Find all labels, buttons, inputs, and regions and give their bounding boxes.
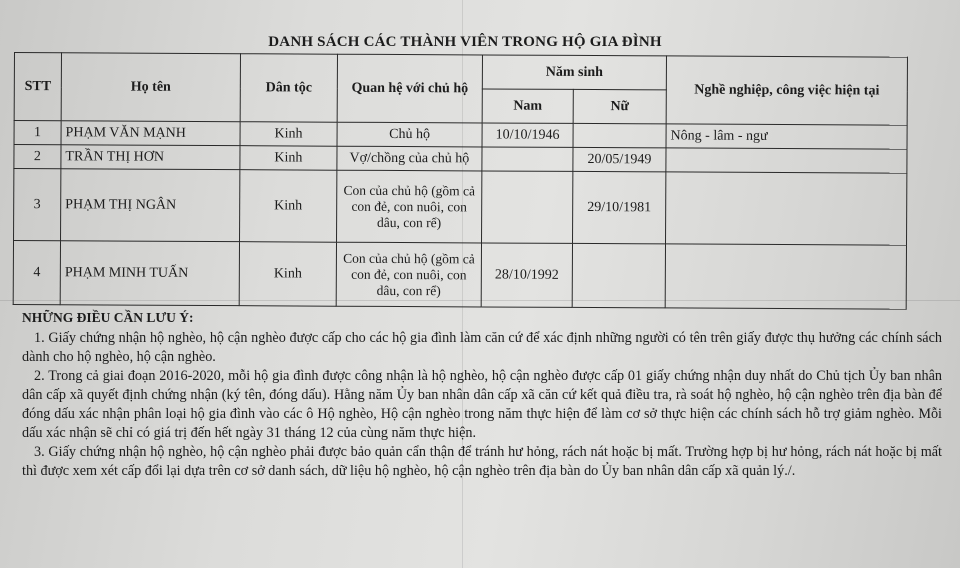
note-item: 1. Giấy chứng nhận hộ nghèo, hộ cận nghèo được cấp cho các hộ gia đình làm căn cứ để xác định những người có tên trên giấy được thụ hưởng các chính sách dành cho hộ nghèo, hộ cận nghèo. (22, 330, 942, 365)
cell-ethnicity: Kinh (239, 242, 336, 307)
cell-stt: 4 (13, 241, 60, 305)
cell-occupation (666, 148, 907, 173)
cell-male-birth: 28/10/1992 (481, 243, 572, 307)
members-table (13, 52, 908, 310)
cell-stt: 3 (14, 169, 61, 241)
cell-female-birth: 29/10/1981 (573, 171, 666, 243)
header-name: Họ tên (61, 53, 240, 122)
cell-ethnicity: Kinh (240, 122, 337, 147)
cell-relation: Con của chủ hộ (gồm cả con đẻ, con nuôi, con dâu, con rể) (337, 170, 482, 243)
cell-occupation (666, 172, 907, 245)
cell-ethnicity: Kinh (240, 170, 337, 243)
notes-heading: NHỮNG ĐIỀU CẦN LƯU Ý: (22, 310, 194, 325)
table-row (14, 169, 907, 246)
cell-female-birth (573, 123, 666, 147)
cell-name: PHẠM MINH TUẤN (60, 241, 239, 306)
cell-relation: Vợ/chồng của chủ hộ (337, 146, 482, 171)
cell-occupation (665, 244, 906, 309)
header-male: Nam (482, 89, 573, 123)
header-ethnicity: Dân tộc (240, 54, 337, 123)
cell-occupation: Nông - lâm - ngư (666, 124, 907, 149)
cell-stt: 1 (14, 121, 61, 145)
cell-name: TRẦN THỊ HƠN (61, 145, 240, 170)
note-item: 3. Giấy chứng nhận hộ nghèo, hộ cận nghèo phải được bảo quản cẩn thận để tránh hư hỏng, rách nát hoặc bị mất. Trường hợp bị hư hỏng, rách nát hoặc bị mất thì được xem xét cấp đổi lại dựa trên cơ sở danh sách, dữ liệu hộ nghèo, hộ cận nghèo trên địa bàn do Ủy ban nhân dân cấp xã quản lý./. (22, 444, 942, 479)
document-title: DANH SÁCH CÁC THÀNH VIÊN TRONG HỘ GIA ĐÌNH (268, 34, 662, 50)
cell-male-birth: 10/10/1946 (482, 123, 573, 147)
header-occupation: Nghề nghiệp, công việc hiện tại (666, 56, 907, 125)
cell-stt: 2 (14, 145, 61, 169)
cell-name: PHẠM THỊ NGÂN (61, 169, 240, 242)
notes-section (22, 308, 942, 481)
cell-female-birth: 20/05/1949 (573, 147, 666, 171)
header-stt: STT (14, 53, 61, 121)
header-relation: Quan hệ với chủ hộ (337, 54, 482, 123)
cell-male-birth (482, 147, 573, 171)
note-item: 2. Trong cả giai đoạn 2016-2020, mỗi hộ gia đình được công nhận là hộ nghèo, hộ cận nghèo được cấp 01 giấy chứng nhận duy nhất do Chủ tịch Ủy ban nhân dân cấp xã quyết định chứng nhận (ký tên, đóng dấu). Hằng năm Ủy ban nhân dân cấp xã căn cứ kết quả điều tra, rà soát hộ nghèo, hộ cận nghèo trên địa bàn để đóng dấu xác nhận phân loại hộ gia đình vào các ô Hộ nghèo, Hộ cận nghèo trong năm thực hiện để làm cơ sở thực hiện các chính sách hỗ trợ giảm nghèo. Mỗi dấu xác nhận sẽ chỉ có giá trị đến hết ngày 31 tháng 12 của cùng năm thực hiện. (22, 368, 942, 441)
cell-female-birth (572, 243, 665, 307)
header-female: Nữ (573, 89, 666, 123)
table-row (13, 241, 906, 310)
cell-male-birth (482, 171, 573, 243)
header-birth-year: Năm sinh (482, 55, 666, 90)
cell-name: PHẠM VĂN MẠNH (61, 121, 240, 146)
cell-relation: Chủ hộ (337, 122, 482, 147)
cell-ethnicity: Kinh (240, 146, 337, 171)
table-header-row (14, 53, 907, 92)
cell-relation: Con của chủ hộ (gồm cả con đẻ, con nuôi, con dâu, con rể) (336, 242, 481, 307)
